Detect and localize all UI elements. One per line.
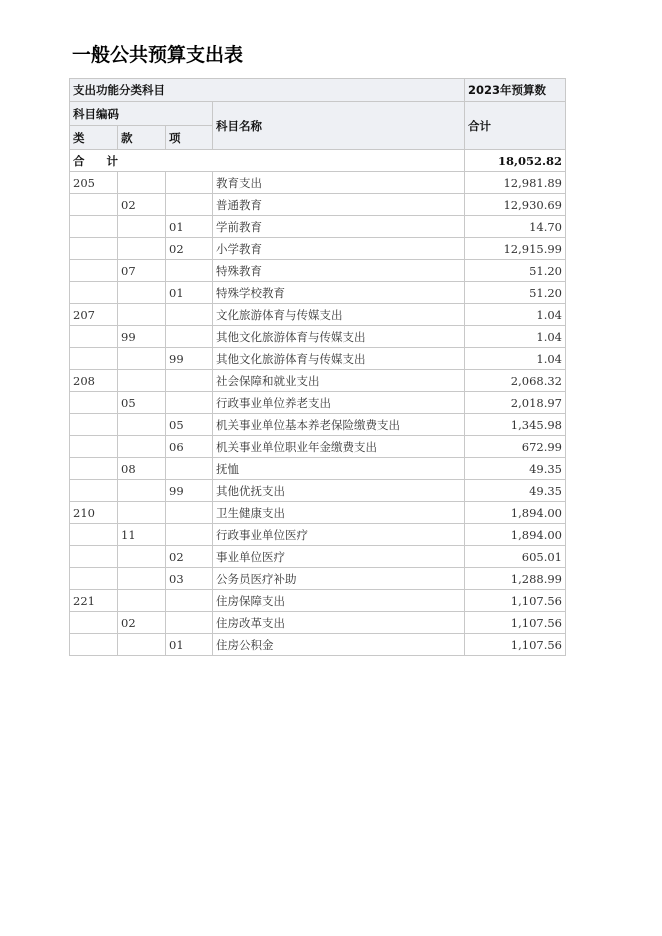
cell-xiang <box>166 194 213 216</box>
cell-xiang <box>166 590 213 612</box>
cell-lei <box>70 634 118 656</box>
cell-kuan <box>118 282 166 304</box>
header-col-xiang: 项 <box>166 126 213 150</box>
cell-xiang: 05 <box>166 414 213 436</box>
cell-value: 1,107.56 <box>465 612 566 634</box>
cell-lei: 205 <box>70 172 118 194</box>
cell-value: 2,018.97 <box>465 392 566 414</box>
cell-kuan: 08 <box>118 458 166 480</box>
header-name-col: 科目名称 <box>213 102 465 150</box>
table-row <box>70 304 566 326</box>
cell-lei: 221 <box>70 590 118 612</box>
cell-lei <box>70 480 118 502</box>
cell-lei <box>70 260 118 282</box>
cell-value: 1,288.99 <box>465 568 566 590</box>
table-row <box>70 216 566 238</box>
cell-xiang: 01 <box>166 634 213 656</box>
cell-kuan <box>118 568 166 590</box>
cell-lei <box>70 546 118 568</box>
total-value: 18,052.82 <box>465 150 566 172</box>
table-row <box>70 458 566 480</box>
cell-xiang <box>166 370 213 392</box>
budget-table <box>69 78 566 656</box>
cell-xiang <box>166 326 213 348</box>
table-row <box>70 568 566 590</box>
cell-lei <box>70 348 118 370</box>
cell-kuan <box>118 634 166 656</box>
cell-lei <box>70 326 118 348</box>
cell-name: 行政事业单位养老支出 <box>213 392 465 414</box>
table-row <box>70 370 566 392</box>
cell-value: 672.99 <box>465 436 566 458</box>
cell-lei: 210 <box>70 502 118 524</box>
cell-kuan: 05 <box>118 392 166 414</box>
cell-value: 49.35 <box>465 480 566 502</box>
table-row <box>70 524 566 546</box>
cell-value: 1,894.00 <box>465 502 566 524</box>
cell-name: 社会保障和就业支出 <box>213 370 465 392</box>
cell-value: 12,981.89 <box>465 172 566 194</box>
total-label <box>70 150 465 172</box>
cell-value: 1.04 <box>465 326 566 348</box>
cell-lei <box>70 194 118 216</box>
cell-lei <box>70 414 118 436</box>
cell-kuan: 02 <box>118 194 166 216</box>
header-amount-group: 2023年预算数 <box>465 79 566 102</box>
cell-kuan <box>118 436 166 458</box>
cell-kuan: 07 <box>118 260 166 282</box>
cell-value: 605.01 <box>465 546 566 568</box>
cell-xiang: 01 <box>166 282 213 304</box>
cell-kuan <box>118 414 166 436</box>
cell-lei <box>70 458 118 480</box>
cell-value: 1.04 <box>465 348 566 370</box>
cell-kuan <box>118 172 166 194</box>
cell-value: 12,930.69 <box>465 194 566 216</box>
cell-name: 文化旅游体育与传媒支出 <box>213 304 465 326</box>
cell-kuan <box>118 238 166 260</box>
cell-kuan: 11 <box>118 524 166 546</box>
header-code-group: 科目编码 <box>70 102 213 126</box>
cell-name: 住房公积金 <box>213 634 465 656</box>
total-row <box>70 150 566 172</box>
cell-kuan: 99 <box>118 326 166 348</box>
cell-name: 机关事业单位职业年金缴费支出 <box>213 436 465 458</box>
table-row <box>70 546 566 568</box>
cell-name: 住房保障支出 <box>213 590 465 612</box>
header-col-kuan: 款 <box>118 126 166 150</box>
cell-name: 其他文化旅游体育与传媒支出 <box>213 348 465 370</box>
table-row <box>70 326 566 348</box>
cell-kuan <box>118 348 166 370</box>
cell-value: 12,915.99 <box>465 238 566 260</box>
cell-name: 普通教育 <box>213 194 465 216</box>
table-row <box>70 436 566 458</box>
cell-xiang: 06 <box>166 436 213 458</box>
cell-xiang <box>166 392 213 414</box>
cell-value: 1,894.00 <box>465 524 566 546</box>
page-title: 一般公共预算支出表 <box>72 44 244 66</box>
cell-lei <box>70 238 118 260</box>
cell-xiang: 01 <box>166 216 213 238</box>
cell-kuan <box>118 304 166 326</box>
cell-name: 机关事业单位基本养老保险缴费支出 <box>213 414 465 436</box>
table-row <box>70 612 566 634</box>
cell-xiang: 99 <box>166 480 213 502</box>
cell-lei: 208 <box>70 370 118 392</box>
cell-value: 1.04 <box>465 304 566 326</box>
cell-kuan <box>118 480 166 502</box>
cell-xiang <box>166 502 213 524</box>
cell-kuan <box>118 502 166 524</box>
cell-lei <box>70 436 118 458</box>
cell-lei <box>70 524 118 546</box>
cell-xiang: 02 <box>166 546 213 568</box>
table-row <box>70 414 566 436</box>
cell-kuan <box>118 216 166 238</box>
header-category-group: 支出功能分类科目 <box>70 79 465 102</box>
table-row <box>70 348 566 370</box>
table-row <box>70 172 566 194</box>
cell-kuan <box>118 546 166 568</box>
table-row <box>70 260 566 282</box>
cell-xiang <box>166 172 213 194</box>
table-row <box>70 502 566 524</box>
table-row <box>70 480 566 502</box>
cell-name: 卫生健康支出 <box>213 502 465 524</box>
cell-name: 特殊教育 <box>213 260 465 282</box>
cell-value: 51.20 <box>465 260 566 282</box>
table-row <box>70 194 566 216</box>
cell-lei <box>70 282 118 304</box>
header-total-col: 合计 <box>465 102 566 150</box>
total-label-b: 计 <box>106 153 118 168</box>
cell-xiang: 99 <box>166 348 213 370</box>
cell-name: 公务员医疗补助 <box>213 568 465 590</box>
cell-lei: 207 <box>70 304 118 326</box>
cell-xiang: 03 <box>166 568 213 590</box>
cell-value: 1,107.56 <box>465 634 566 656</box>
total-label-a: 合 <box>73 153 85 168</box>
table-row <box>70 392 566 414</box>
cell-xiang <box>166 524 213 546</box>
cell-name: 抚恤 <box>213 458 465 480</box>
cell-value: 49.35 <box>465 458 566 480</box>
cell-name: 事业单位医疗 <box>213 546 465 568</box>
table-row <box>70 238 566 260</box>
cell-value: 51.20 <box>465 282 566 304</box>
cell-name: 其他文化旅游体育与传媒支出 <box>213 326 465 348</box>
cell-name: 小学教育 <box>213 238 465 260</box>
table-row <box>70 590 566 612</box>
cell-name: 行政事业单位医疗 <box>213 524 465 546</box>
header-col-lei: 类 <box>70 126 118 150</box>
cell-lei <box>70 216 118 238</box>
cell-name: 其他优抚支出 <box>213 480 465 502</box>
cell-kuan <box>118 590 166 612</box>
cell-name: 特殊学校教育 <box>213 282 465 304</box>
cell-lei <box>70 568 118 590</box>
table-row <box>70 634 566 656</box>
cell-name: 住房改革支出 <box>213 612 465 634</box>
cell-xiang <box>166 304 213 326</box>
cell-xiang: 02 <box>166 238 213 260</box>
cell-lei <box>70 612 118 634</box>
table-row <box>70 282 566 304</box>
cell-xiang <box>166 612 213 634</box>
cell-lei <box>70 392 118 414</box>
cell-xiang <box>166 458 213 480</box>
cell-value: 14.70 <box>465 216 566 238</box>
cell-value: 1,345.98 <box>465 414 566 436</box>
cell-kuan <box>118 370 166 392</box>
cell-name: 教育支出 <box>213 172 465 194</box>
cell-value: 2,068.32 <box>465 370 566 392</box>
cell-kuan: 02 <box>118 612 166 634</box>
cell-value: 1,107.56 <box>465 590 566 612</box>
cell-name: 学前教育 <box>213 216 465 238</box>
cell-xiang <box>166 260 213 282</box>
